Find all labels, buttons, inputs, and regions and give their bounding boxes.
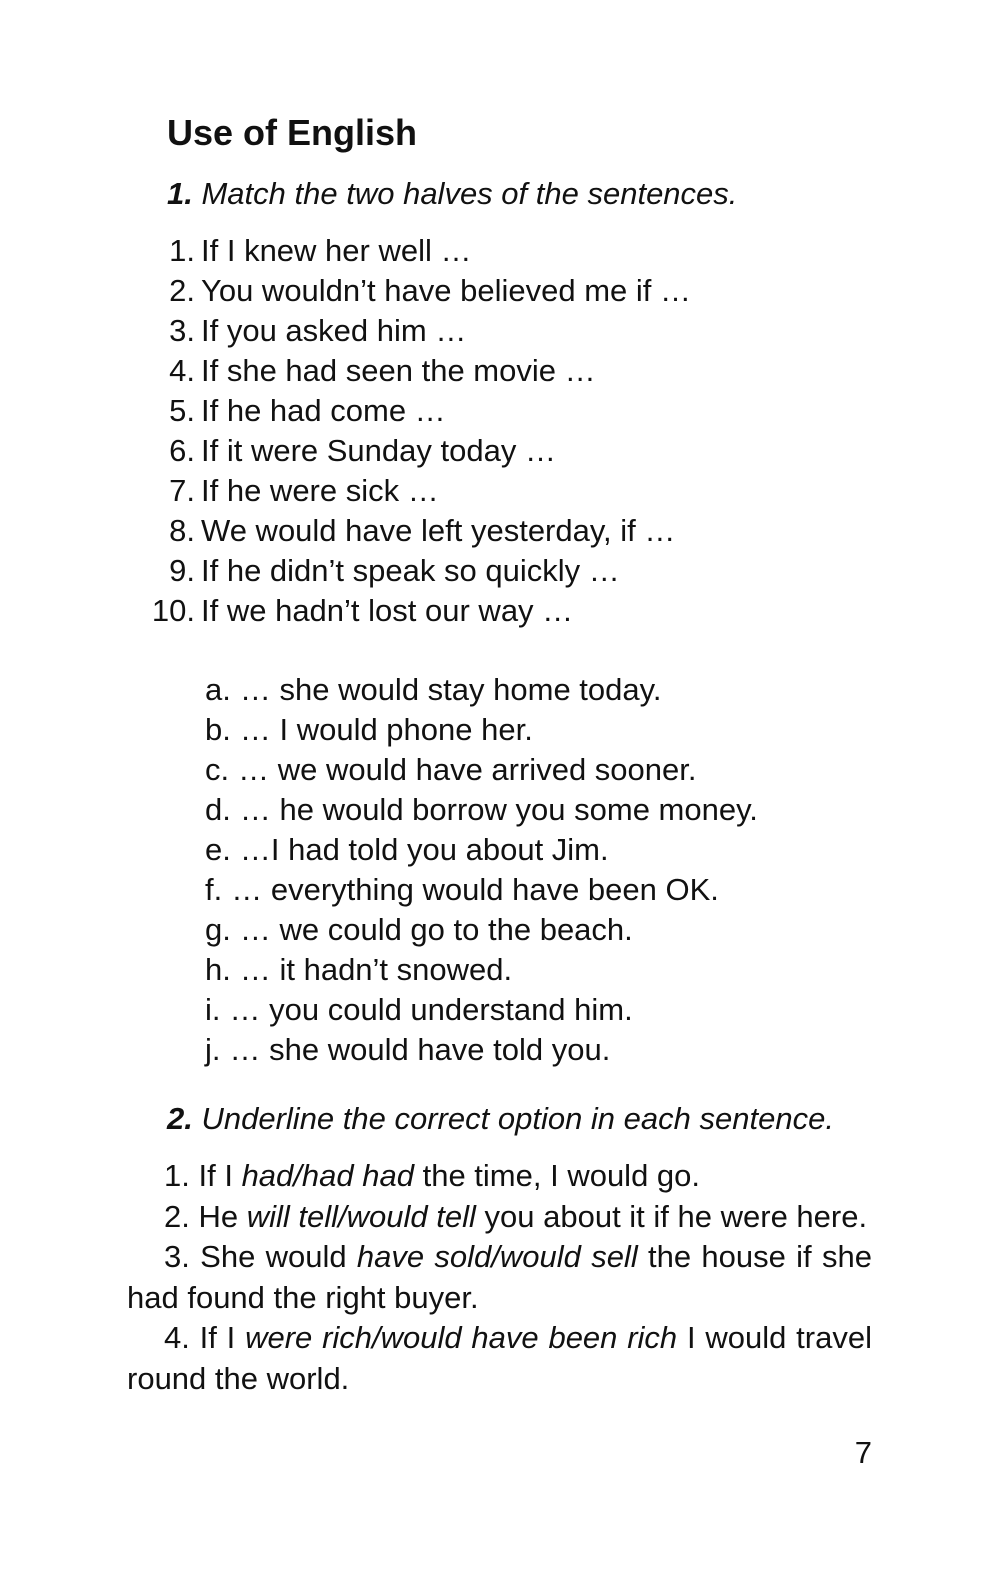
item-text: … everything would have been OK.	[231, 872, 719, 907]
item-text: If it were Sunday today …	[201, 433, 556, 468]
item-text: If I knew her well …	[201, 233, 472, 268]
item-number: 4.	[164, 1320, 190, 1355]
item-letter: h.	[205, 952, 231, 987]
item-number: 1.	[164, 1158, 190, 1193]
sentence-ending-item	[205, 750, 758, 790]
item-text: … we could go to the beach.	[239, 912, 633, 947]
item-number: 6.	[169, 433, 195, 468]
sentence-after: the house if she had found the right buyer.	[127, 1239, 872, 1315]
option-choice[interactable]: were rich/would have been rich	[245, 1320, 678, 1355]
sentence-ending-item	[205, 790, 758, 830]
section-title: Use of English	[167, 112, 418, 153]
item-letter: b.	[205, 712, 231, 747]
sentence-ending-item	[205, 870, 758, 910]
item-number: 5.	[169, 393, 195, 428]
exercise-1-instruction	[167, 176, 737, 212]
sentence-before: If I	[198, 1158, 233, 1193]
item-letter: i.	[205, 992, 221, 1027]
sentence-item	[127, 1318, 872, 1399]
exercise-2-instruction	[167, 1101, 834, 1137]
item-text: …I had told you about Jim.	[239, 832, 609, 867]
sentence-beginning-item	[140, 551, 691, 591]
option-choice[interactable]: will tell/would tell	[246, 1198, 476, 1234]
item-letter: g.	[205, 912, 231, 947]
page-number: 7	[854, 1435, 872, 1470]
sentence-ending-item	[205, 670, 758, 710]
item-text: You wouldn’t have believed me if …	[201, 273, 691, 308]
sentence-beginning-item	[140, 231, 691, 271]
sentence-item	[127, 1156, 872, 1197]
sentence-before: She would	[200, 1239, 347, 1274]
item-text: … he would borrow you some money.	[239, 792, 758, 827]
sentence-ending-item	[205, 990, 758, 1030]
exercise-1-number: 1.	[167, 176, 193, 211]
sentence-ending-item	[205, 910, 758, 950]
exercise-2-instruction-text: Underline the correct option in each sentence.	[201, 1101, 834, 1136]
exercise-1-sentence-beginnings	[140, 231, 691, 631]
item-number: 2.	[164, 1198, 190, 1234]
item-number: 8.	[169, 513, 195, 548]
item-number: 3.	[169, 313, 195, 348]
sentence-beginning-item	[140, 511, 691, 551]
item-letter: d.	[205, 792, 231, 827]
item-text: … she would stay home today.	[239, 672, 662, 707]
item-letter: c.	[205, 752, 230, 787]
item-text: If he had come …	[201, 393, 446, 428]
option-choice[interactable]: have sold/would sell	[356, 1239, 638, 1274]
sentence-beginning-item	[140, 591, 691, 631]
item-text: We would have left yesterday, if …	[201, 513, 676, 548]
item-text: If he were sick …	[201, 473, 439, 508]
sentence-beginning-item	[140, 431, 691, 471]
sentence-ending-item	[205, 1030, 758, 1070]
item-number: 1.	[169, 233, 195, 268]
item-letter: a.	[205, 672, 231, 707]
item-number: 7.	[169, 473, 195, 508]
item-text: … she would have told you.	[229, 1032, 611, 1067]
sentence-ending-item	[205, 950, 758, 990]
sentence-after: the time, I would go.	[422, 1158, 701, 1193]
exercise-2-sentences	[127, 1156, 872, 1399]
item-text: If she had seen the movie …	[201, 353, 596, 388]
sentence-before: If I	[199, 1320, 236, 1355]
item-number: 9.	[169, 553, 195, 588]
sentence-after: I would travel round the world.	[127, 1320, 872, 1396]
exercise-1-instruction-text: Match the two halves of the sentences.	[201, 176, 738, 211]
sentence-item	[127, 1237, 872, 1318]
item-letter: j.	[205, 1032, 221, 1067]
sentence-beginning-item	[140, 471, 691, 511]
sentence-beginning-item	[140, 271, 691, 311]
sentence-before: He	[198, 1198, 239, 1234]
sentence-beginning-item	[140, 351, 691, 391]
item-text: If he didn’t speak so quickly …	[201, 553, 620, 588]
item-text: … I would phone her.	[239, 712, 533, 747]
item-text: If we hadn’t lost our way …	[201, 593, 574, 628]
sentence-beginning-item	[140, 391, 691, 431]
exercise-1-sentence-endings	[205, 670, 758, 1070]
item-number: 10.	[151, 593, 195, 628]
sentence-item	[127, 1197, 872, 1238]
item-text: … it hadn’t snowed.	[239, 952, 513, 987]
item-text: … we would have arrived sooner.	[238, 752, 697, 787]
exercise-2-number: 2.	[167, 1101, 193, 1136]
sentence-beginning-item	[140, 311, 691, 351]
option-choice[interactable]: had/had had	[241, 1158, 414, 1193]
sentence-ending-item	[205, 710, 758, 750]
item-number: 3.	[164, 1239, 190, 1274]
sentence-ending-item	[205, 830, 758, 870]
item-letter: f.	[205, 872, 223, 907]
sentence-after: you about it if he were here.	[484, 1198, 868, 1234]
item-text: If you asked him …	[201, 313, 467, 348]
item-text: … you could understand him.	[229, 992, 633, 1027]
item-number: 4.	[169, 353, 195, 388]
item-number: 2.	[169, 273, 195, 308]
item-letter: e.	[205, 832, 231, 867]
